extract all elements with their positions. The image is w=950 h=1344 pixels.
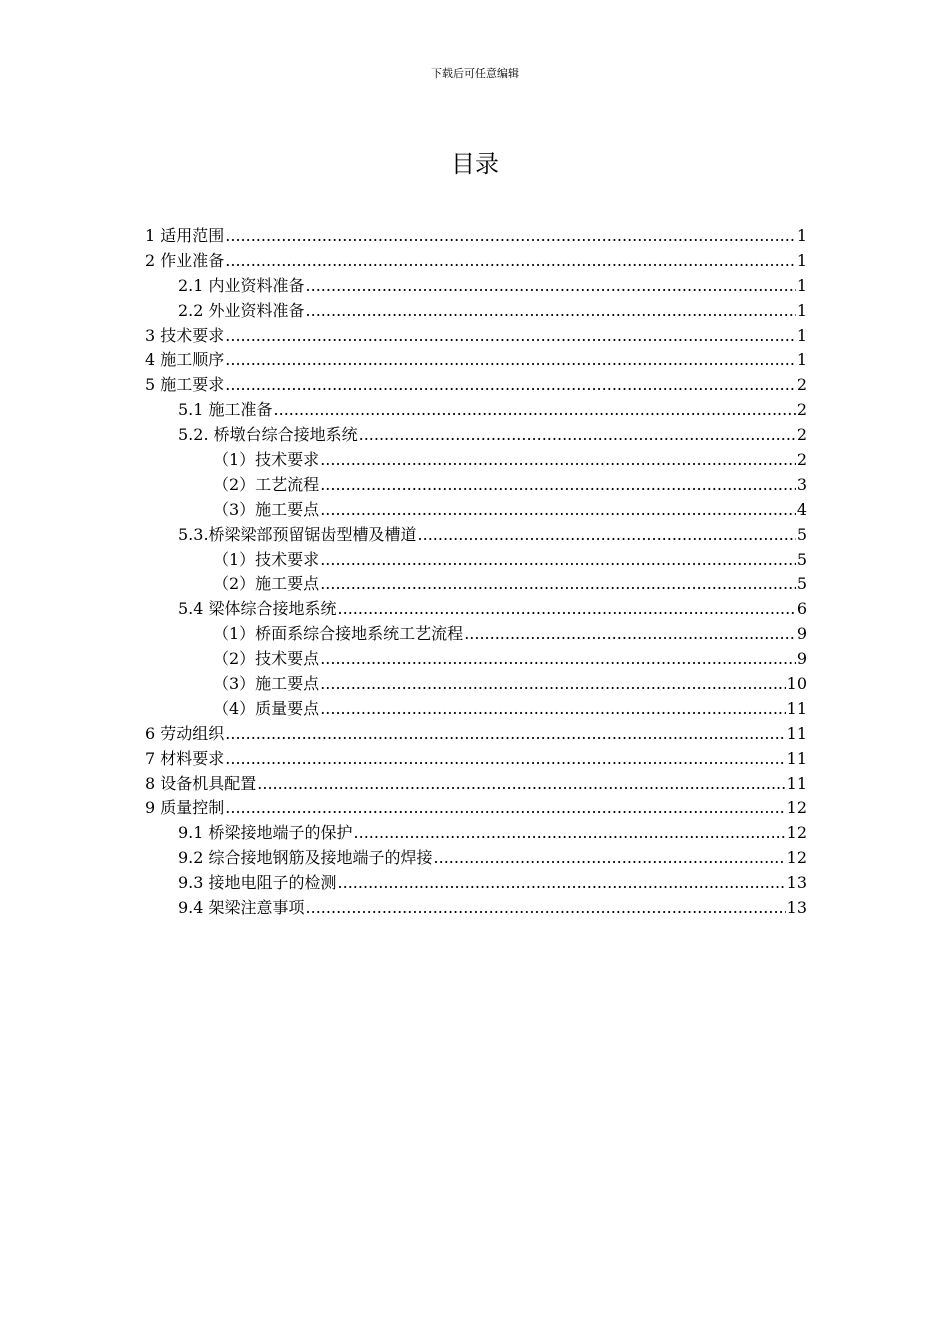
toc-dot-leader bbox=[225, 224, 796, 249]
toc-entry[interactable] bbox=[145, 672, 807, 697]
toc-dot-leader bbox=[225, 249, 796, 274]
toc-entry[interactable] bbox=[145, 324, 807, 349]
toc-entry[interactable] bbox=[145, 896, 807, 921]
toc-entry-label: 6 劳动组织 bbox=[145, 723, 225, 743]
toc-dot-leader bbox=[464, 622, 796, 647]
toc-dot-leader bbox=[320, 498, 796, 523]
toc-entry-page-number: 3 bbox=[796, 474, 807, 494]
toc-entry-page-number: 9 bbox=[796, 649, 807, 669]
toc-entry-page-number: 11 bbox=[786, 748, 807, 768]
toc-entry[interactable] bbox=[145, 398, 807, 423]
toc-entry-label: 9.1 桥梁接地端子的保护 bbox=[178, 823, 353, 843]
toc-entry[interactable] bbox=[145, 647, 807, 672]
toc-entry-page-number: 1 bbox=[796, 226, 807, 245]
toc-dot-leader bbox=[257, 772, 785, 797]
toc-entry-label: 2.2 外业资料准备 bbox=[178, 300, 305, 320]
toc-entry[interactable] bbox=[145, 821, 807, 846]
toc-entry-page-number: 11 bbox=[786, 723, 807, 743]
toc-entry[interactable] bbox=[145, 772, 807, 797]
toc-dot-leader bbox=[320, 697, 785, 722]
toc-entry-label: （3）施工要点 bbox=[213, 499, 320, 519]
toc-entry[interactable] bbox=[145, 299, 807, 324]
toc-entry-page-number: 2 bbox=[796, 425, 807, 445]
page-header: 下载后可任意编辑 bbox=[431, 67, 519, 80]
toc-entry-page-number: 11 bbox=[786, 773, 807, 793]
toc-entry[interactable] bbox=[145, 473, 807, 498]
toc-entry-page-number: 5 bbox=[796, 574, 807, 594]
toc-dot-leader bbox=[418, 523, 796, 548]
toc-entry-label: 9 质量控制 bbox=[145, 798, 225, 818]
toc-entry-label: （1）桥面系综合接地系统工艺流程 bbox=[213, 624, 464, 644]
toc-entry-label: （4）质量要点 bbox=[213, 698, 320, 718]
toc-entry[interactable] bbox=[145, 523, 807, 548]
toc-entry[interactable] bbox=[145, 249, 807, 274]
toc-entry-label: 5.1 施工准备 bbox=[178, 400, 273, 420]
toc-entry-label: 9.4 架梁注意事项 bbox=[178, 898, 305, 918]
toc-entry-page-number: 5 bbox=[796, 549, 807, 569]
toc-dot-leader bbox=[306, 274, 796, 299]
toc-entry-label: 5 施工要求 bbox=[145, 375, 225, 395]
toc-entry-label: 7 材料要求 bbox=[145, 748, 225, 768]
toc-entry[interactable] bbox=[145, 448, 807, 473]
toc-entry-label: （1）技术要求 bbox=[213, 549, 320, 569]
toc-entry[interactable] bbox=[145, 423, 807, 448]
toc-entry-page-number: 5 bbox=[796, 524, 807, 544]
toc-dot-leader bbox=[320, 672, 785, 697]
toc-entry-page-number: 13 bbox=[786, 873, 807, 893]
toc-entry-label: 9.3 接地电阻子的检测 bbox=[178, 873, 337, 893]
toc-dot-leader bbox=[306, 299, 796, 324]
toc-entry-label: 2.1 内业资料准备 bbox=[178, 275, 305, 295]
toc-entry-label: 2 作业准备 bbox=[145, 250, 225, 270]
toc-entry-page-number: 1 bbox=[796, 275, 807, 295]
toc-entry-page-number: 11 bbox=[786, 698, 807, 718]
toc-entry-label: （3）施工要点 bbox=[213, 674, 320, 694]
toc-entry-label: （2）施工要点 bbox=[213, 574, 320, 594]
toc-dot-leader bbox=[320, 448, 796, 473]
toc-entry-label: 8 设备机具配置 bbox=[145, 773, 257, 793]
toc-dot-leader bbox=[434, 846, 786, 871]
toc-dot-leader bbox=[320, 548, 796, 573]
toc-entry-label: （2）技术要点 bbox=[213, 649, 320, 669]
toc-entry-page-number: 10 bbox=[786, 674, 807, 694]
toc-entry-label: （1）技术要求 bbox=[213, 450, 320, 470]
toc-entry[interactable] bbox=[145, 274, 807, 299]
toc-entry[interactable] bbox=[145, 622, 807, 647]
toc-entry[interactable] bbox=[145, 846, 807, 871]
toc-entry[interactable] bbox=[145, 498, 807, 523]
toc-entry[interactable] bbox=[145, 796, 807, 821]
toc-dot-leader bbox=[225, 747, 785, 772]
toc-entry[interactable] bbox=[145, 871, 807, 896]
toc-entry-page-number: 12 bbox=[786, 798, 807, 818]
toc-entry[interactable] bbox=[145, 373, 807, 398]
toc-entry-label: 3 技术要求 bbox=[145, 325, 225, 345]
toc-entry-label: 5.4 梁体综合接地系统 bbox=[178, 599, 337, 619]
toc-entry-page-number: 1 bbox=[796, 325, 807, 345]
toc-entry-page-number: 6 bbox=[796, 599, 807, 619]
toc-entry-label: 9.2 综合接地钢筋及接地端子的焊接 bbox=[178, 848, 433, 868]
toc-entry[interactable] bbox=[145, 747, 807, 772]
toc-entry[interactable] bbox=[145, 548, 807, 573]
toc-entry[interactable] bbox=[145, 572, 807, 597]
toc-entry-page-number: 4 bbox=[796, 499, 807, 519]
toc-title: 目录 bbox=[451, 150, 499, 179]
toc-dot-leader bbox=[320, 647, 796, 672]
toc-entry-page-number: 1 bbox=[796, 300, 807, 320]
toc-entry-page-number: 9 bbox=[796, 624, 807, 644]
toc-entry-page-number: 13 bbox=[786, 898, 807, 918]
toc-dot-leader bbox=[225, 348, 796, 373]
toc-entry-label: （2）工艺流程 bbox=[213, 474, 320, 494]
toc-dot-leader bbox=[338, 597, 796, 622]
toc-dot-leader bbox=[225, 373, 796, 398]
toc-entry-page-number: 2 bbox=[796, 450, 807, 470]
toc-dot-leader bbox=[320, 572, 796, 597]
toc-entry-label: 1 适用范围 bbox=[145, 226, 225, 245]
toc-entry[interactable] bbox=[145, 722, 807, 747]
toc-entry-page-number: 12 bbox=[786, 848, 807, 868]
toc-dot-leader bbox=[338, 871, 786, 896]
toc-dot-leader bbox=[225, 796, 785, 821]
toc-entry-label: 4 施工顺序 bbox=[145, 350, 225, 370]
toc-dot-leader bbox=[320, 473, 796, 498]
toc-dot-leader bbox=[225, 722, 785, 747]
toc-dot-leader bbox=[306, 896, 786, 921]
toc-entry-label: 5.2. 桥墩台综合接地系统 bbox=[178, 425, 358, 445]
toc-entry-label: 5.3.桥梁梁部预留锯齿型槽及槽道 bbox=[178, 524, 417, 544]
toc-dot-leader bbox=[274, 398, 796, 423]
toc-entry-page-number: 2 bbox=[796, 375, 807, 395]
toc-entry[interactable] bbox=[145, 697, 807, 722]
toc-entry[interactable] bbox=[145, 224, 807, 249]
toc-entry-page-number: 1 bbox=[796, 250, 807, 270]
toc-entry-page-number: 12 bbox=[786, 823, 807, 843]
toc-entry-page-number: 1 bbox=[796, 350, 807, 370]
table-of-contents bbox=[145, 224, 807, 921]
toc-dot-leader bbox=[359, 423, 796, 448]
toc-entry[interactable] bbox=[145, 597, 807, 622]
toc-dot-leader bbox=[225, 324, 796, 349]
toc-dot-leader bbox=[354, 821, 786, 846]
toc-entry[interactable] bbox=[145, 348, 807, 373]
toc-entry-page-number: 2 bbox=[796, 400, 807, 420]
